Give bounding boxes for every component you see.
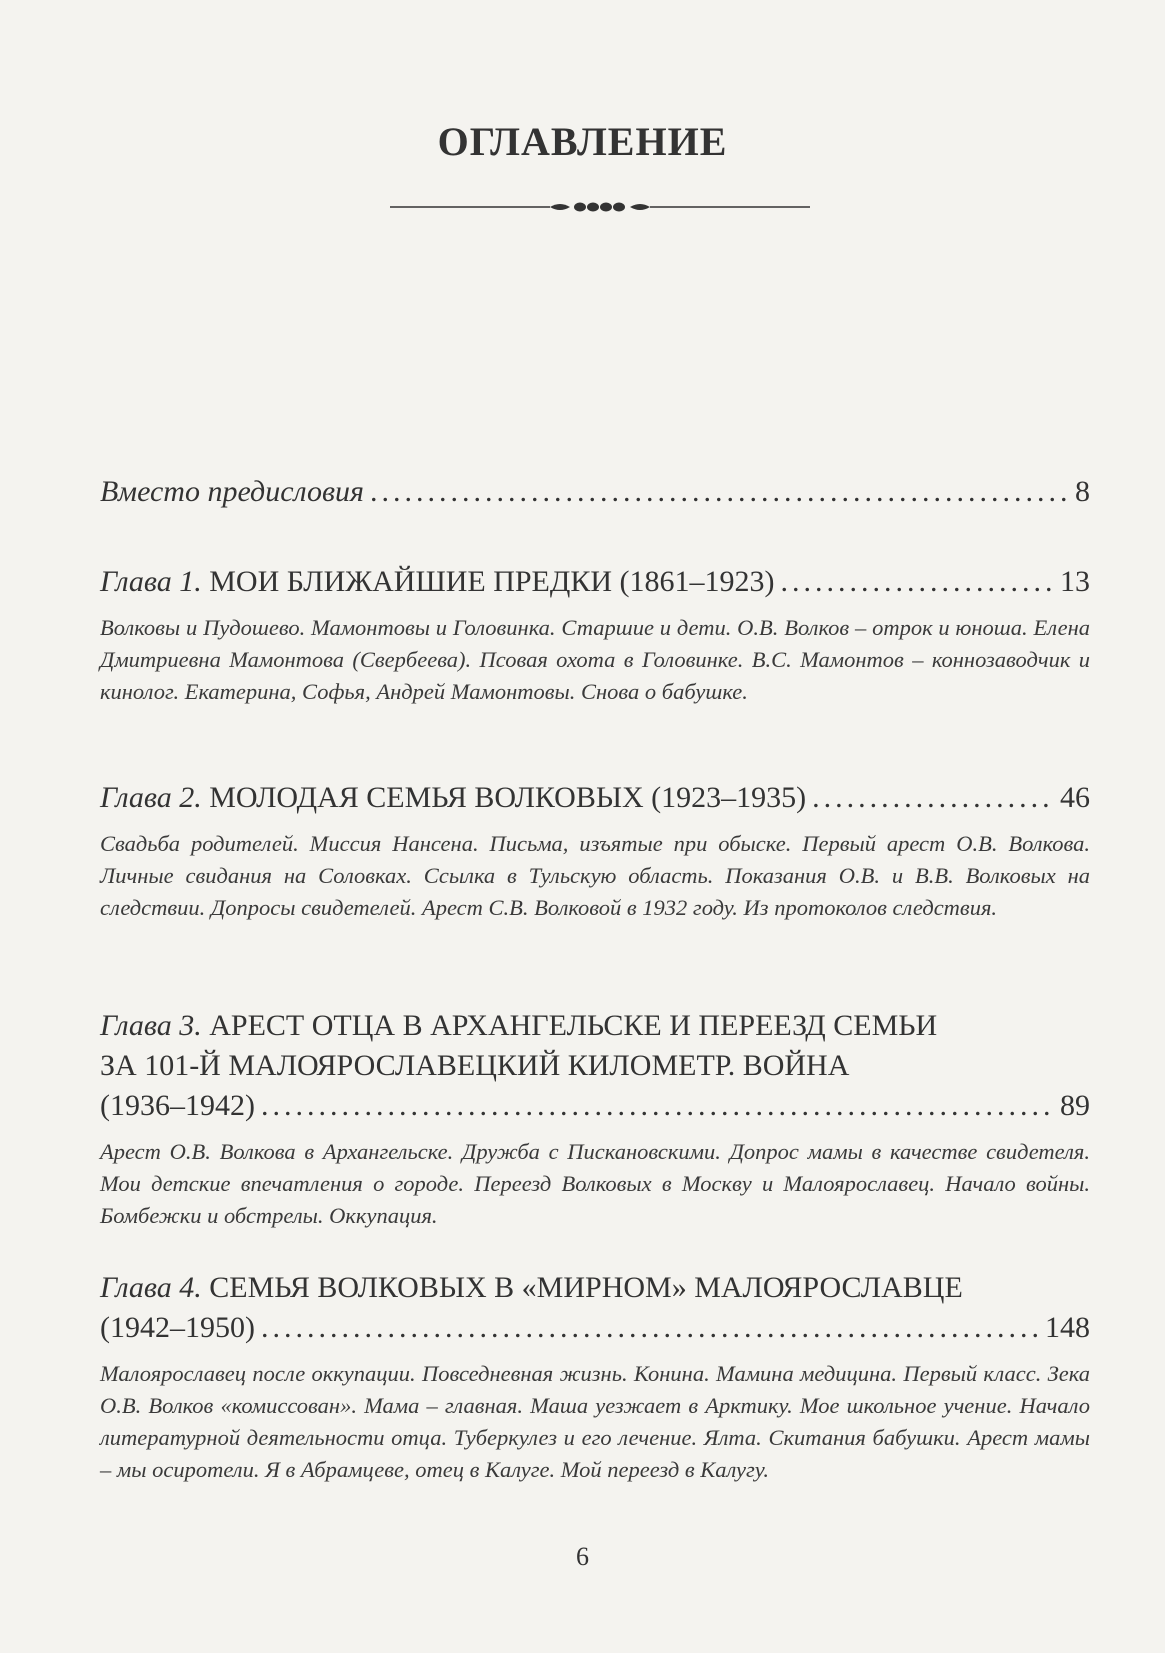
chapter-description: Волковы и Пудошево. Мамонтовы и Головинка. Старшие и дети. О.В. Волков – отрок и юноша. Елена Дмитриевна Мамонтова (Свербеева). Псовая охота в Головинке. В.С. Мамонтов – коннозаводчик и кинолог. Екатерина, Софья, Андрей Мамонтовы. Снова о бабушке. [100,615,1090,704]
dot-leader [261,1086,1054,1126]
chapter-title-dates: (1936–1942) [100,1089,255,1122]
chapter-title-dates: (1942–1950) [100,1311,255,1344]
chapter-title: МОИ БЛИЖАЙШИЕ ПРЕДКИ (1861–1923) [209,565,775,598]
toc-entry-chapter-2[interactable] [100,778,1090,924]
chapter-title-line: ЗА 101-Й МАЛОЯРОСЛАВЕЦКИЙ КИЛОМЕТР. ВОЙНА [100,1049,850,1082]
toc-entry-chapter-4[interactable] [100,1268,1090,1486]
page-number: 6 [576,1542,589,1571]
chapter-label: Глава 3. [100,1009,202,1042]
toc-line [100,472,1090,512]
chapter-title: СЕМЬЯ ВОЛКОВЫХ В «МИРНОМ» МАЛОЯРОСЛАВЦЕ [209,1271,963,1304]
toc-page-number: 8 [1075,475,1090,508]
page-title: ОГЛАВЛЕНИЕ [437,119,728,164]
chapter-title-line [100,1006,1090,1046]
toc-line [100,1086,1090,1126]
ornament-divider [390,192,810,222]
chapter-title: МОЛОДАЯ СЕМЬЯ ВОЛКОВЫХ (1923–1935) [209,781,807,814]
toc-page-number: 89 [1060,1089,1090,1122]
chapter-description: Свадьба родителей. Миссия Нансена. Письма, изъятые при обыске. Первый арест О.В. Волкова. Личные свидания на Соловках. Ссылка в Тульскую область. Показания О.В. и В.В. Волковых на следствии. Допросы свидетелей. Арест С.В. Волковой в 1932 году. Из протоколов следствия. [100,831,1090,920]
toc-page-number: 13 [1060,565,1090,598]
dot-leader [812,778,1054,818]
toc-title: Вместо предисловия [100,475,364,508]
toc-line [100,778,1090,818]
toc-entry-preface[interactable] [100,472,1090,512]
chapter-label: Глава 4. [100,1271,202,1304]
toc-page-number: 148 [1045,1311,1090,1344]
chapter-title: АРЕСТ ОТЦА В АРХАНГЕЛЬСКЕ И ПЕРЕЕЗД СЕМЬИ [209,1009,938,1042]
chapter-description: Арест О.В. Волкова в Архангельске. Дружба с Пискановскими. Допрос мамы в качестве свидетеля. Мои детские впечатления о городе. Переезд Волковых в Москву и Малоярославец. Начало войны. Бомбежки и обстрелы. Оккупация. [100,1139,1090,1228]
chapter-label: Глава 1. [100,565,202,598]
toc-line [100,1308,1090,1348]
chapter-title-line [100,1268,1090,1308]
toc-line [100,562,1090,602]
toc-entry-chapter-3[interactable] [100,1006,1090,1232]
chapter-description: Малоярославец после оккупации. Повседневная жизнь. Конина. Мамина медицина. Первый класс. Зека О.В. Волков «комиссован». Мама – главная. Маша уезжает в Арктику. Мое школьное учение. Начало литературной деятельности отца. Туберкулез и его лечение. Ялта. Скитания бабушки. Арест мамы – мы осиротели. Я в Абрамцеве, отец в Калуге. Мой переезд в Калугу. [100,1361,1090,1482]
toc-entry-chapter-1[interactable] [100,562,1090,708]
chapter-label: Глава 2. [100,781,202,814]
toc-page-number: 46 [1060,781,1090,814]
dot-leader [261,1308,1039,1348]
dot-leader [781,562,1055,602]
dot-leader [370,472,1069,512]
